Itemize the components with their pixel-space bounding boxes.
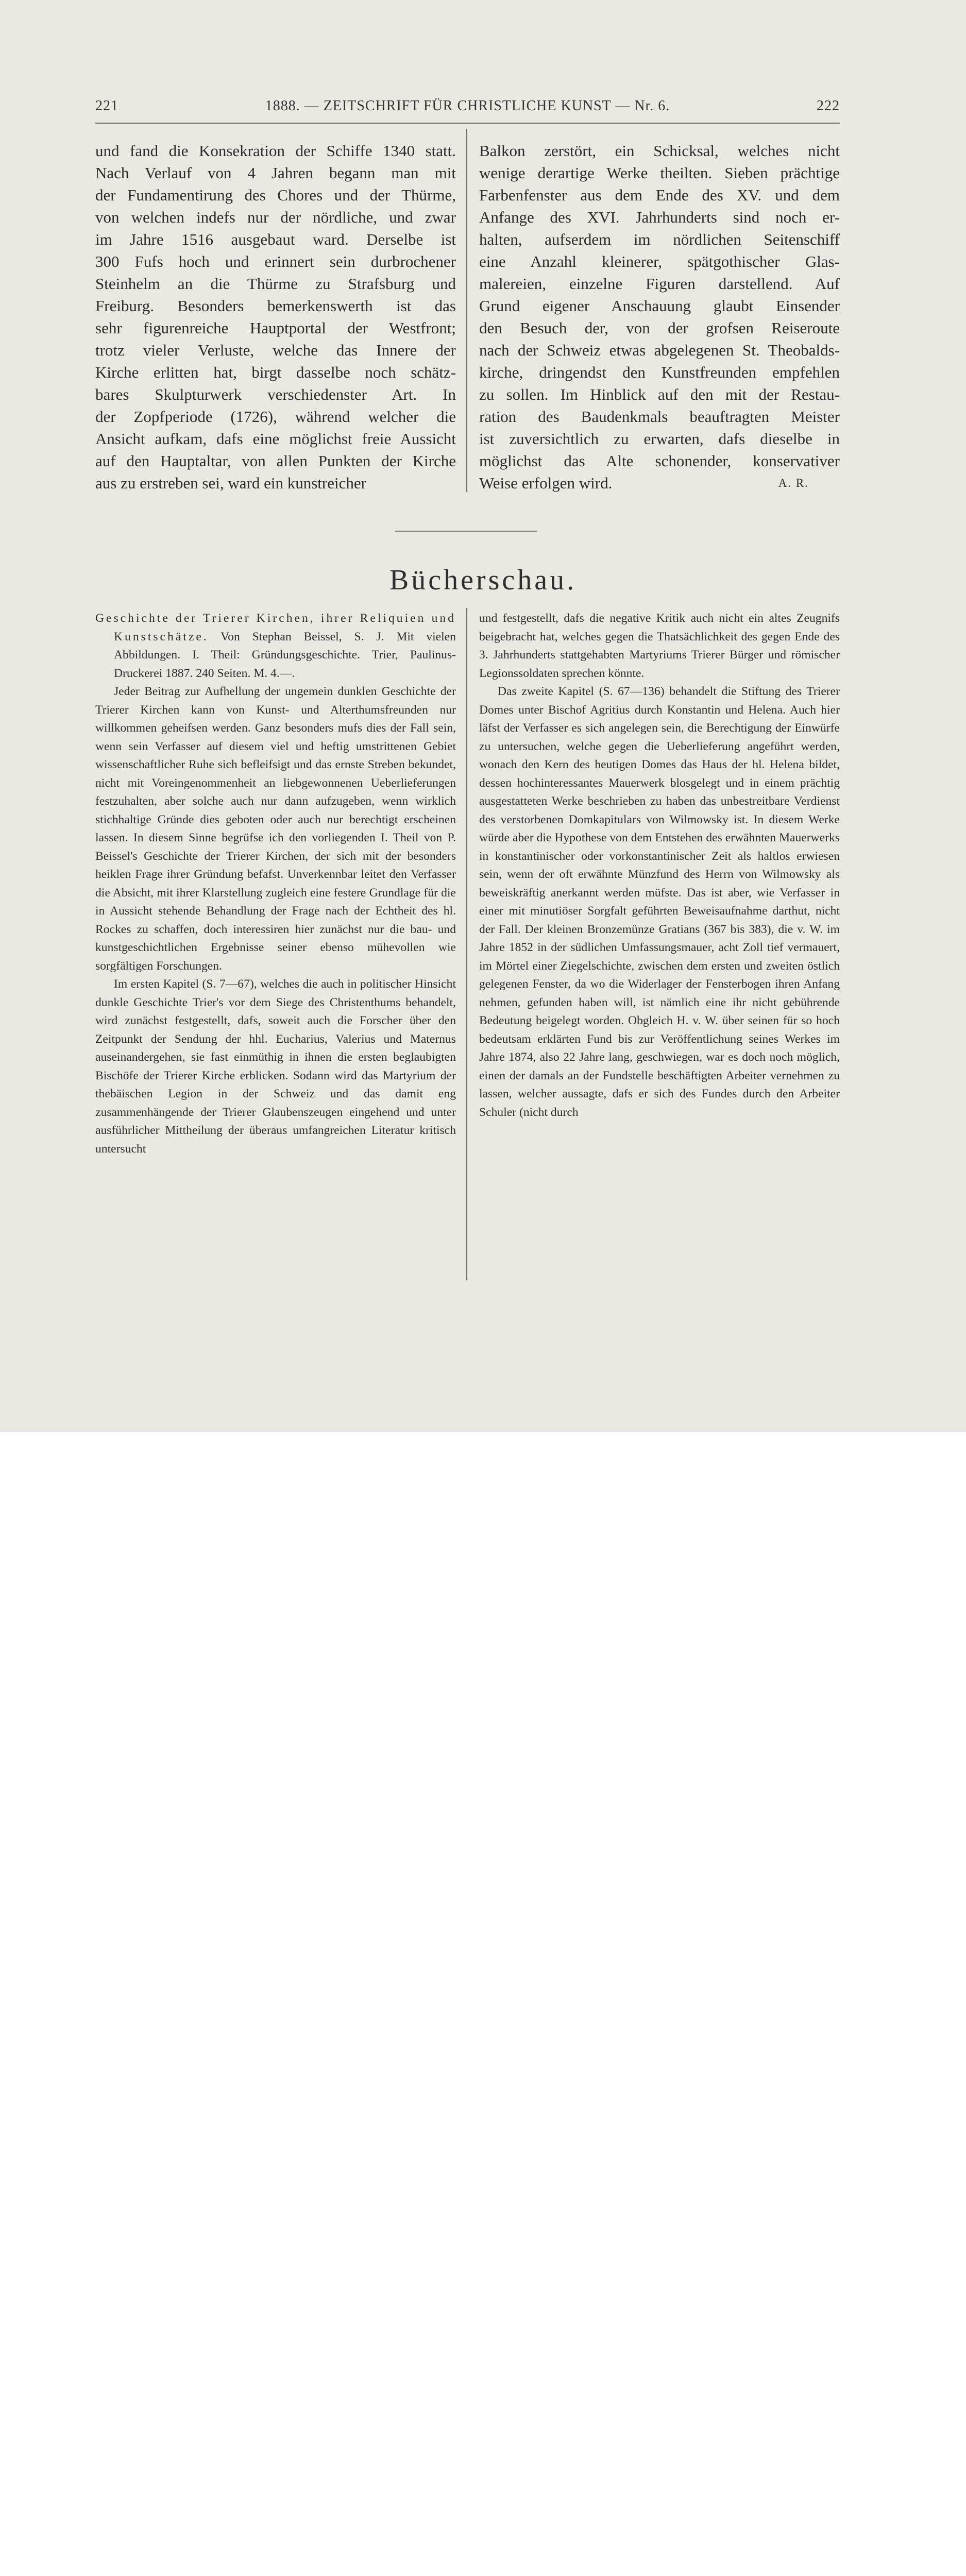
text-line: nach der Schweiz etwas abgelegenen St. Theobalds- — [479, 341, 840, 359]
column-divider-top — [466, 129, 467, 492]
text-line: Kirche erlitten hat, birgt dasselbe noch schätz- — [95, 363, 456, 381]
text-line: Ansicht aufkam, dafs eine möglichst freie Aussicht — [95, 430, 456, 448]
footer-bar — [0, 1432, 966, 1509]
section-separator — [395, 531, 537, 532]
page-number-right: 222 — [817, 98, 840, 114]
text-line: halten, aufserdem im nördlichen Seitenschiff — [479, 230, 840, 248]
text-line: im Jahre 1516 ausgebaut ward. Derselbe ist — [95, 230, 456, 248]
book-details: Mit vielen Abbildungen. I. Theil: Gründungsgeschichte. Trier, Paulinus-Druckerei 1887. 240 Seiten. M. 4.—. — [114, 630, 456, 680]
text-line: wenige derartige Werke theilten. Sieben prächtige — [479, 164, 840, 182]
review-paragraph: Im ersten Kapitel (S. 7—67), welches die auch in politischer Hinsicht dunkle Geschichte Trier's vor dem Siege des Christenthums behandelt, wird zunächst festgestellt, dafs, soweit auch die Forscher über den Zeitpunkt der Sendung der hhl. Eucharius, Valerius und Maternus auseinandergehen, sie fast einmüthig in ihnen die ersten beglaubigten Bischöfe der Trierer Kirche erblicken. Sodann wird das Martyrium der thebäischen Legion in der Schweiz und das damit eng zusammenhängende der Trierer Glaubenszeugen eingehend und unter ausführlicher Mittheilung der überaus umfangreichen Literatur kritisch untersucht — [95, 977, 456, 1156]
article-left-column — [95, 140, 456, 494]
article-right-column — [479, 140, 840, 494]
text-line: eine Anzahl kleinerer, spätgothischer Glas- — [479, 252, 840, 270]
review-paragraph: Jeder Beitrag zur Aufhellung der ungemein dunklen Geschichte der Trierer Kirchen kann von Kunst- und Alterthumsfreunden nur willkommen geheifsen werden. Ganz besonders mufs dies der Fall sein, wenn sein Verfasser auf diesem viel und heftig umstrittenen Gebiet wissenschaftlicher Ruhe sich befleifsigt und das ernste Streben bekundet, nicht mit Voreingenommenheit an liebgewonnenen Ueberlieferungen festzuhalten, aber solche auch nur dann aufzugeben, wenn wirklich stichhaltige Gründe dies geboten oder auch nur berechtigt erscheinen lassen. In diesem Sinne begrüfse ich den vorliegenden I. Theil von P. Beissel's Geschichte der Trierer Kirchen, der sich mit der besonders heiklen Frage ihrer Gründung befafst. Unverkennbar leitet den Verfasser die Absicht, mit ihrer Klarstellung zugleich eine festere Grundlage für die in Aussicht stehende Behandlung der Frage nach der Echtheit des hl. Rockes zu schaffen, doch interessiren hier zunächst nur die bau- und kunstgeschichtlichen Ergebnisse seiner ebenso mühevollen wie sorgfältigen Forschungen. — [95, 685, 456, 973]
page-number-left: 221 — [95, 98, 118, 114]
review-right-column — [479, 609, 840, 1122]
author-signature: A. R. — [778, 477, 809, 489]
text-line: den Besuch der, von der grofsen Reiseroute — [479, 319, 840, 337]
text-line: von welchen indefs nur der nördliche, und zwar — [95, 208, 456, 226]
text-line: trotz vieler Verluste, welche das Innere der — [95, 341, 456, 359]
text-line: bares Skulpturwerk verschiedenster Art. In — [95, 385, 456, 403]
text-line: Balkon zerstört, ein Schicksal, welches nicht — [479, 142, 840, 160]
text-line: zu sollen. Im Hinblick auf den mit der Restau- — [479, 385, 840, 403]
text-line: der Zopfperiode (1726), während welcher die — [95, 408, 456, 426]
column-divider-bottom — [466, 608, 467, 1280]
text-line: möglichst das Alte schonender, konservativer — [479, 452, 840, 470]
text-line: sehr figurenreiche Hauptportal der Westfront; — [95, 319, 456, 337]
header-rule — [95, 123, 840, 124]
text-line: Anfange des XVI. Jahrhunderts sind noch er- — [479, 208, 840, 226]
book-title: Geschichte der Trierer Kirchen, ihrer Reliquien und Kunstschätze. — [95, 612, 456, 643]
review-left-column — [95, 609, 456, 1158]
text-line: auf den Hauptaltar, von allen Punkten der Kirche — [95, 452, 456, 470]
text-line: Grund eigener Anschauung glaubt Einsender — [479, 297, 840, 315]
text-line: ration des Baudenkmals beauftragten Meister — [479, 408, 840, 426]
text-line: Farbenfenster aus dem Ende des XV. und dem — [479, 186, 840, 204]
book-entry — [95, 609, 456, 683]
text-line: der Fundamentirung des Chores und der Thürme, — [95, 186, 456, 204]
book-author: Von Stephan Beissel, S. J. — [221, 630, 384, 643]
text-line: Weise erfolgen wird. A. R. — [479, 472, 840, 494]
running-head — [95, 98, 840, 122]
section-title: Bücherschau. — [389, 564, 577, 596]
text-line: malereien, einzelne Figuren darstellend. Auf — [479, 275, 840, 293]
text-line: 300 Fufs hoch und erinnert sein durbrochener — [95, 252, 456, 270]
text-line: ist zuversichtlich zu erwarten, dafs dieselbe in — [479, 430, 840, 448]
text-line: Nach Verlauf von 4 Jahren begann man mit — [95, 164, 456, 182]
text-line: Freiburg. Besonders bemerkenswerth ist das — [95, 297, 456, 315]
text-line: aus zu erstreben sei, ward ein kunstreicher — [95, 474, 366, 492]
review-paragraph: und festgestellt, dafs die negative Kritik auch nicht ein altes Zeugnifs beigebracht hat, welches gegen die Thatsächlichkeit des gegen Ende des 3. Jahrhunderts stattgehabten Martyriums Trierer Bürger und römischer Legionssoldaten sprechen könnte. — [479, 612, 840, 680]
text-line: Steinhelm an die Thürme zu Strafsburg und — [95, 275, 456, 293]
journal-title: 1888. — ZEITSCHRIFT FÜR CHRISTLICHE KUNST — Nr. 6. — [265, 98, 670, 114]
text-line: und fand die Konsekration der Schiffe 1340 statt. — [95, 142, 456, 160]
review-paragraph: Das zweite Kapitel (S. 67—136) behandelt die Stiftung des Trierer Domes unter Bischof Agritius durch Konstantin und Helena. Auch hier läfst der Verfasser es sich angelegen sein, die Berechtigung der Einwürfe zu untersuchen, welche gegen die Ueberlieferung angeführt werden, wonach den Kern des heutigen Domes das Haus der hl. Helena bildet, dessen hochinteressantes Mauerwerk blosgelegt und in einem prächtig ausgestatteten Werke beschrieben zu haben das unbestreitbare Verdienst des verstorbenen Domkapitulars von Wilmowsky ist. In diesem Werke würde aber die Hypothese von dem Entstehen des erwähnten Mauerwerks in konstantinischer oder vorkonstantinischer Zeit als haltlos erwiesen sein, wenn der oft erwähnte Münzfund des Herrn von Wilmowsky als beweiskräftig anerkannt werden müfste. Das ist aber, wie Verfasser in einer mit minutiöser Sorgfalt geführten Beweisaufnahme darthut, nicht der Fall. Der kleinen Bronzemünze Gratians (367 bis 383), die v. W. im Jahre 1852 in der südlichen Umfassungsmauer, acht Zoll tief vermauert, im Mörtel einer Ziegelschichte, zwischen dem ersten und zweiten östlich gelegenen Fenster, da wo die Widerlager der Fensterbogen ihren Anfang nehmen, gefunden haben will, ist nämlich eine ihr nicht gebührende Bedeutung beigelegt worden. Obgleich H. v. W. über seinen für so hoch bedeutsam erklärten Fund bis zur Veröffentlichung seines Werkes im Jahre 1874, also 22 Jahre lang, geschwiegen, war es doch noch möglich, einen der damals an der Fundstelle beschäftigten Arbeiter vernehmen zu lassen, welcher aussagte, dafs er sich des Fundes durch den Arbeiter Schuler (nicht durch — [479, 685, 840, 1119]
text-line: kirche, dringendst den Kunstfreunden empfehlen — [479, 363, 840, 381]
